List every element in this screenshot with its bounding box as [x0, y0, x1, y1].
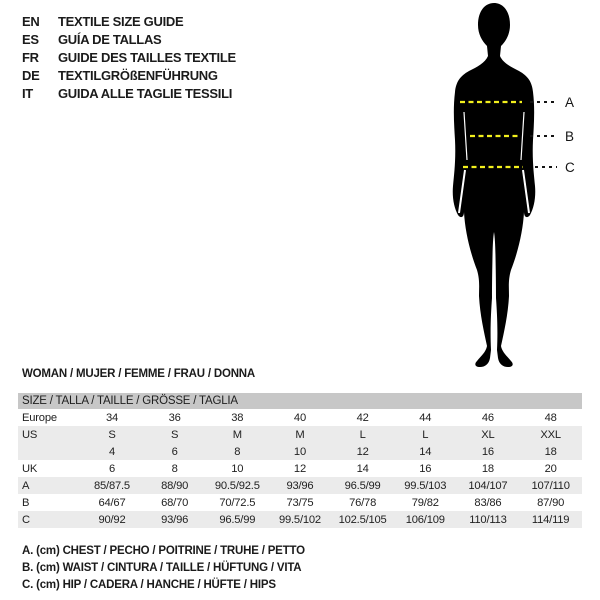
size-cell: 88/90: [161, 479, 189, 492]
size-cell: 8: [234, 445, 241, 458]
guide-title-es: GUÍA DE TALLAS: [58, 31, 162, 47]
guide-title-it: GUIDA ALLE TAGLIE TESSILI: [58, 85, 233, 101]
language-code: ES: [22, 31, 39, 47]
size-cell: 102.5/105: [338, 513, 387, 526]
size-cell: 36: [168, 411, 181, 424]
size-table-row: [18, 443, 582, 460]
measure-label-c: C: [565, 160, 575, 175]
size-table-row: [18, 409, 582, 426]
size-cell: 34: [105, 411, 118, 424]
language-row-it: [22, 84, 236, 102]
size-cell: 18: [481, 462, 494, 475]
section-title-woman: WOMAN / MUJER / FEMME / FRAU / DONNA: [22, 368, 256, 380]
size-cell: 40: [293, 411, 306, 424]
language-code: DE: [22, 67, 40, 83]
size-cell: 114/119: [531, 513, 570, 526]
size-cell: 107/110: [531, 479, 570, 492]
size-cell: 16: [419, 462, 432, 475]
woman-silhouette: [418, 0, 582, 372]
size-row-label: B: [22, 496, 30, 509]
size-cell: 10: [231, 462, 244, 475]
size-cell: 4: [108, 445, 115, 458]
size-cell: 73/75: [286, 496, 314, 509]
size-cell: 12: [356, 445, 369, 458]
size-cell: 20: [544, 462, 557, 475]
measurement-legend: [22, 543, 305, 594]
size-cell: 44: [419, 411, 432, 424]
size-cell: 64/67: [98, 496, 126, 509]
size-row-label: C: [22, 513, 30, 526]
size-table-row: [18, 426, 582, 443]
size-cell: 96.5/99: [344, 479, 381, 492]
size-table-row: [18, 511, 582, 528]
language-title-list: [22, 12, 236, 102]
size-row-label: UK: [22, 462, 38, 475]
legend-waist: B. (cm) WAIST / CINTURA / TAILLE / HÜFTUNG / VITA: [22, 562, 302, 574]
size-table-header-row: [18, 393, 582, 409]
size-row-label: [18, 443, 81, 460]
size-cell: 10: [293, 445, 306, 458]
size-table-row: [18, 494, 582, 511]
size-cell: 93/96: [161, 513, 189, 526]
size-table-header: SIZE / TALLA / TAILLE / GRÖSSE / TAGLIA: [22, 395, 238, 407]
size-cell: 106/109: [405, 513, 445, 526]
size-cell: 16: [481, 445, 494, 458]
size-cell: XL: [481, 428, 495, 441]
size-row-label: Europe: [22, 411, 57, 424]
size-cell: 14: [356, 462, 369, 475]
size-cell: S: [171, 428, 179, 441]
size-row-label: A: [22, 479, 30, 492]
size-cell: 79/82: [411, 496, 439, 509]
size-cell: 12: [293, 462, 306, 475]
legend-chest: A. (cm) CHEST / PECHO / POITRINE / TRUHE / PETTO: [22, 545, 305, 557]
size-cell: 96.5/99: [219, 513, 256, 526]
legend-hip: C. (cm) HIP / CADERA / HANCHE / HÜFTE / HIPS: [22, 579, 276, 591]
size-cell: 99.5/103: [404, 479, 447, 492]
size-table: [18, 393, 582, 528]
guide-title-de: TEXTILGRÖßENFÜHRUNG: [58, 67, 218, 83]
size-cell: 68/70: [161, 496, 189, 509]
size-cell: 38: [231, 411, 244, 424]
size-cell: 70/72.5: [219, 496, 256, 509]
woman-body-shape: [453, 3, 536, 367]
language-row-en: [22, 12, 236, 30]
size-cell: 110/113: [469, 513, 507, 526]
size-cell: 18: [544, 445, 557, 458]
size-cell: 46: [481, 411, 494, 424]
size-cell: 48: [544, 411, 557, 424]
size-cell: S: [108, 428, 116, 441]
size-cell: L: [422, 428, 429, 441]
size-cell: 99.5/102: [278, 513, 321, 526]
size-cell: 6: [108, 462, 115, 475]
size-cell: 14: [419, 445, 432, 458]
size-row-label: US: [22, 428, 38, 441]
language-code: FR: [22, 49, 39, 65]
language-code: IT: [22, 85, 33, 101]
size-cell: 90.5/92.5: [214, 479, 260, 492]
language-row-fr: [22, 48, 236, 66]
size-cell: M: [295, 428, 305, 441]
language-row-de: [22, 66, 236, 84]
size-cell: 42: [356, 411, 369, 424]
size-cell: M: [232, 428, 242, 441]
size-cell: 104/107: [468, 479, 508, 492]
size-cell: 93/96: [286, 479, 314, 492]
size-cell: L: [359, 428, 366, 441]
size-cell: XXL: [540, 428, 561, 441]
guide-title-fr: GUIDE DES TAILLES TEXTILE: [58, 49, 236, 65]
language-row-es: [22, 30, 236, 48]
size-cell: 87/90: [537, 496, 565, 509]
size-cell: 85/87.5: [94, 479, 130, 492]
size-cell: 90/92: [98, 513, 126, 526]
size-cell: 83/86: [474, 496, 502, 509]
measure-label-b: B: [565, 129, 575, 144]
language-code: EN: [22, 13, 40, 29]
size-cell: 6: [171, 445, 178, 458]
size-cell: 76/78: [349, 496, 377, 509]
guide-title-en: TEXTILE SIZE GUIDE: [58, 13, 184, 29]
size-cell: 8: [171, 462, 178, 475]
measure-label-a: A: [565, 95, 575, 110]
size-table-row: [18, 477, 582, 494]
size-table-row: [18, 460, 582, 477]
